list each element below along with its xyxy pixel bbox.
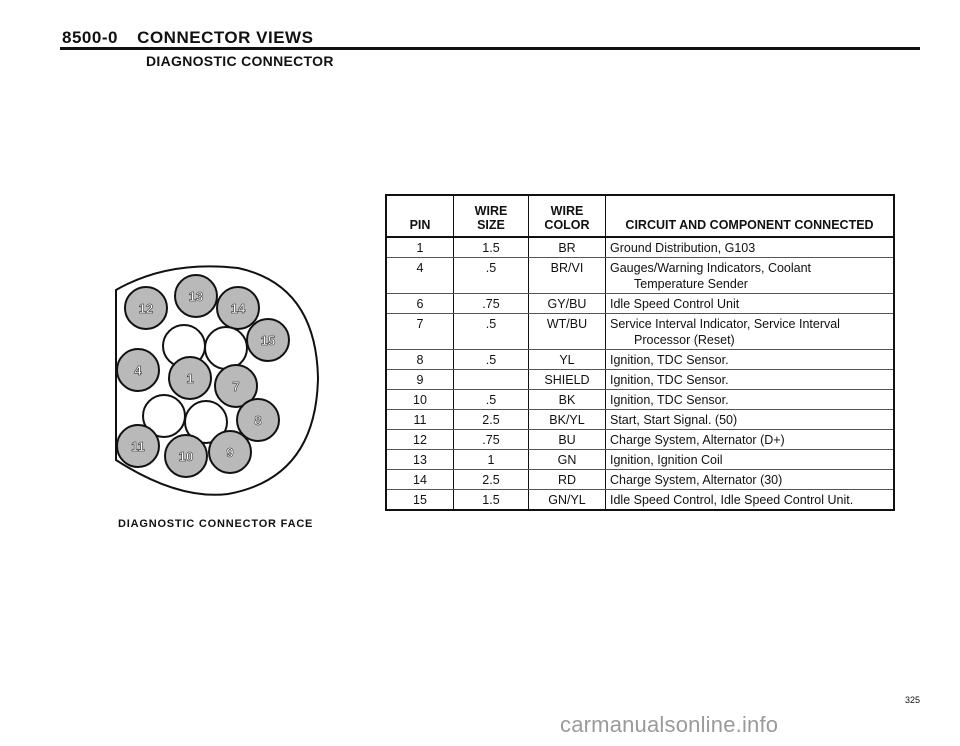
table-row [386, 314, 894, 350]
page-subtitle: DIAGNOSTIC CONNECTOR [146, 53, 334, 69]
pin-14-label: 14 [230, 301, 246, 316]
pin-cell: 7 [386, 314, 454, 350]
circuit-text: Gauges/Warning Indicators, Coolant [610, 261, 812, 275]
table-row [386, 350, 894, 370]
col-header-color: WIRE COLOR [529, 195, 606, 237]
connector-face-caption: DIAGNOSTIC CONNECTOR FACE [118, 518, 314, 530]
wire-color-cell: SHIELD [529, 370, 606, 390]
wire-color-cell: BK/YL [529, 410, 606, 430]
pin-8-label: 8 [254, 413, 262, 428]
circuit-cell [606, 258, 895, 294]
circuit-text: Ignition, TDC Sensor. [610, 393, 729, 407]
wire-size-cell: 1.5 [454, 490, 529, 511]
wire-color-cell: WT/BU [529, 314, 606, 350]
section-header [62, 28, 313, 48]
wire-size-cell: .75 [454, 294, 529, 314]
circuit-cell [606, 410, 895, 430]
table-row [386, 294, 894, 314]
circuit-cell [606, 390, 895, 410]
pin-cell: 1 [386, 237, 454, 258]
wire-color-cell: BK [529, 390, 606, 410]
circuit-cell [606, 294, 895, 314]
table-row [386, 430, 894, 450]
circuit-cell [606, 314, 895, 350]
circuit-cell [606, 430, 895, 450]
col-header-circuit: CIRCUIT AND COMPONENT CONNECTED [606, 195, 895, 237]
watermark: carmanualsonline.info [560, 712, 779, 737]
circuit-text: Ignition, TDC Sensor. [610, 373, 729, 387]
wire-color-cell: GN/YL [529, 490, 606, 511]
pin-10-label: 10 [178, 449, 194, 464]
table-header-row [386, 195, 894, 237]
circuit-text-continued: Processor (Reset) [634, 333, 735, 347]
pin-4-label: 4 [134, 363, 142, 378]
table-row [386, 390, 894, 410]
wire-size-cell: .5 [454, 258, 529, 294]
circuit-cell [606, 450, 895, 470]
col-header-size: WIRE SIZE [454, 195, 529, 237]
pin-cell: 13 [386, 450, 454, 470]
table-row [386, 450, 894, 470]
wire-size-cell: .5 [454, 350, 529, 370]
section-title: CONNECTOR VIEWS [137, 28, 314, 47]
circuit-cell [606, 490, 895, 511]
table-row [386, 490, 894, 511]
circuit-text: Charge System, Alternator (30) [610, 473, 783, 487]
circuit-text-continued: Temperature Sender [634, 277, 748, 291]
pin-12-label: 12 [138, 301, 154, 316]
circuit-text: Idle Speed Control Unit [610, 297, 740, 311]
wire-size-cell: 2.5 [454, 410, 529, 430]
wire-size-cell: .5 [454, 314, 529, 350]
pin-cell: 9 [386, 370, 454, 390]
pin-cell: 4 [386, 258, 454, 294]
table-row [386, 237, 894, 258]
circuit-text: Idle Speed Control, Idle Speed Control Unit. [610, 493, 854, 507]
pin-cell: 11 [386, 410, 454, 430]
pin-11-label: 11 [131, 439, 145, 454]
connector-face-diagram [108, 250, 323, 500]
wire-size-cell: .5 [454, 390, 529, 410]
circuit-text: Charge System, Alternator (D+) [610, 433, 785, 447]
pin-cell: 8 [386, 350, 454, 370]
circuit-cell [606, 237, 895, 258]
circuit-text: Ground Distribution, G103 [610, 241, 756, 255]
table-row [386, 370, 894, 390]
circuit-text: Service Interval Indicator, Service Interval [610, 317, 840, 331]
pin-cell: 12 [386, 430, 454, 450]
wire-color-cell: RD [529, 470, 606, 490]
table-row [386, 258, 894, 294]
pin-cell: 15 [386, 490, 454, 511]
circuit-cell [606, 350, 895, 370]
circuit-cell [606, 370, 895, 390]
table-row [386, 470, 894, 490]
pin-7-label: 7 [232, 379, 240, 394]
header-rule [60, 47, 920, 50]
col-header-pin: PIN [386, 195, 454, 237]
wire-size-cell: 2.5 [454, 470, 529, 490]
wire-size-cell [454, 370, 529, 390]
wire-size-cell: 1.5 [454, 237, 529, 258]
pin-cell: 6 [386, 294, 454, 314]
pin-13-label: 13 [188, 289, 204, 304]
wire-size-cell: 1 [454, 450, 529, 470]
pin-cell: 10 [386, 390, 454, 410]
empty-socket [205, 327, 247, 369]
pin-cell: 14 [386, 470, 454, 490]
wire-color-cell: BR/VI [529, 258, 606, 294]
circuit-text: Ignition, TDC Sensor. [610, 353, 729, 367]
section-code: 8500-0 [62, 28, 118, 47]
wire-color-cell: BU [529, 430, 606, 450]
pin-15-label: 15 [260, 333, 276, 348]
wire-color-cell: GN [529, 450, 606, 470]
circuit-cell [606, 470, 895, 490]
wire-color-cell: YL [529, 350, 606, 370]
circuit-text: Start, Start Signal. (50) [610, 413, 738, 427]
circuit-text: Ignition, Ignition Coil [610, 453, 723, 467]
pin-9-label: 9 [226, 445, 234, 460]
table-row [386, 410, 894, 430]
page-number: 325 [905, 695, 921, 705]
pin-1-label: 1 [186, 371, 194, 386]
wire-color-cell: BR [529, 237, 606, 258]
wire-color-cell: GY/BU [529, 294, 606, 314]
wire-size-cell: .75 [454, 430, 529, 450]
pin-table [385, 194, 895, 511]
